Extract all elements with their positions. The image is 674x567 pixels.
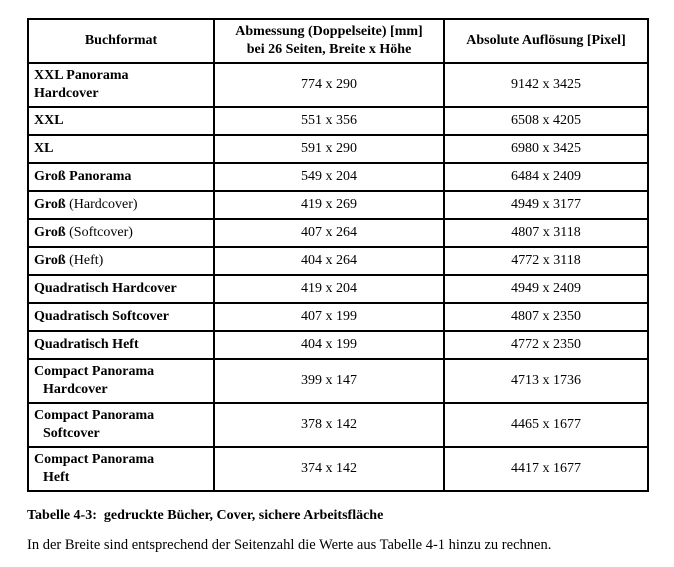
format-name-line: Hardcover [43,382,108,397]
resolution-px-cell: 4807 x 3118 [444,219,648,247]
dimensions-mm-cell: 549 x 204 [214,163,444,191]
format-name-line: Hardcover [34,86,99,101]
resolution-px-cell: 6484 x 2409 [444,163,648,191]
dimensions-mm-cell: 407 x 264 [214,219,444,247]
format-name-line: XL [34,140,54,156]
format-name-line: Compact Panorama [34,363,155,379]
column-header-line: Abmessung (Doppelseite) [mm] [235,23,423,39]
column-header-aufloesung [444,19,648,63]
format-cell [28,303,214,331]
resolution-px-cell: 4949 x 2409 [444,275,648,303]
format-cell [28,219,214,247]
format-cell [28,359,214,403]
resolution-px-cell: 4713 x 1736 [444,359,648,403]
format-name-line: Quadratisch Softcover [34,308,169,324]
table-header-row [28,19,648,63]
format-name-suffix: (Softcover) [65,224,133,240]
format-cell [28,135,214,163]
dimensions-mm-cell: 378 x 142 [214,403,444,447]
table-row [28,359,648,403]
table-caption: Tabelle 4-3: gedruckte Bücher, Cover, sichere Arbeitsfläche [27,508,384,523]
resolution-px-cell: 4772 x 3118 [444,247,648,275]
table-row [28,447,648,491]
format-name-line: Groß (Hardcover) [34,196,138,212]
format-name-line: Compact Panorama [34,451,155,467]
resolution-px-cell: 4465 x 1677 [444,403,648,447]
book-formats-table [27,18,649,492]
format-name-line: XXL [34,112,64,128]
format-name-line: Quadratisch Hardcover [34,280,177,296]
table-row [28,63,648,107]
column-header-abmessung [214,19,444,63]
resolution-px-cell: 6980 x 3425 [444,135,648,163]
dimensions-mm-cell: 419 x 204 [214,275,444,303]
column-header-buchformat [28,19,214,63]
format-cell [28,191,214,219]
format-name-line: Quadratisch Heft [34,336,139,352]
resolution-px-cell: 4807 x 2350 [444,303,648,331]
dimensions-mm-cell: 374 x 142 [214,447,444,491]
format-name-line: Compact Panorama [34,407,155,423]
dimensions-mm-cell: 404 x 264 [214,247,444,275]
format-cell [28,403,214,447]
table-body [28,63,648,491]
column-header-line: bei 26 Seiten, Breite x Höhe [246,42,412,57]
resolution-px-cell: 4772 x 2350 [444,331,648,359]
resolution-px-cell: 9142 x 3425 [444,63,648,107]
note-text: In der Breite sind entsprechend der Seitenzahl die Werte aus Tabelle 4-1 hinzu zu rechnen. [27,537,552,553]
format-name-suffix: (Heft) [65,252,104,268]
column-header-line: Buchformat [84,32,158,48]
table-row [28,403,648,447]
table-row [28,247,648,275]
format-cell [28,247,214,275]
format-cell [28,275,214,303]
format-name-line: Groß (Softcover) [34,224,133,240]
dimensions-mm-cell: 419 x 269 [214,191,444,219]
table-row [28,107,648,135]
format-name-suffix: (Hardcover) [65,196,138,212]
table-row [28,163,648,191]
column-header-line: Absolute Auflösung [Pixel] [466,32,626,48]
format-cell [28,447,214,491]
format-name-line: Groß Panorama [34,168,132,184]
format-name-line: XXL Panorama [34,67,129,83]
table-row [28,191,648,219]
resolution-px-cell: 6508 x 4205 [444,107,648,135]
resolution-px-cell: 4949 x 3177 [444,191,648,219]
format-cell [28,107,214,135]
format-cell [28,163,214,191]
format-name-line: Heft [43,470,70,485]
table-row [28,135,648,163]
table-row [28,303,648,331]
table-row [28,275,648,303]
format-cell [28,63,214,107]
dimensions-mm-cell: 407 x 199 [214,303,444,331]
dimensions-mm-cell: 404 x 199 [214,331,444,359]
table-row [28,331,648,359]
table-row [28,219,648,247]
dimensions-mm-cell: 551 x 356 [214,107,444,135]
format-name-line: Groß (Heft) [34,252,104,268]
format-cell [28,331,214,359]
dimensions-mm-cell: 399 x 147 [214,359,444,403]
format-name-line: Softcover [43,426,100,441]
dimensions-mm-cell: 591 x 290 [214,135,444,163]
resolution-px-cell: 4417 x 1677 [444,447,648,491]
dimensions-mm-cell: 774 x 290 [214,63,444,107]
